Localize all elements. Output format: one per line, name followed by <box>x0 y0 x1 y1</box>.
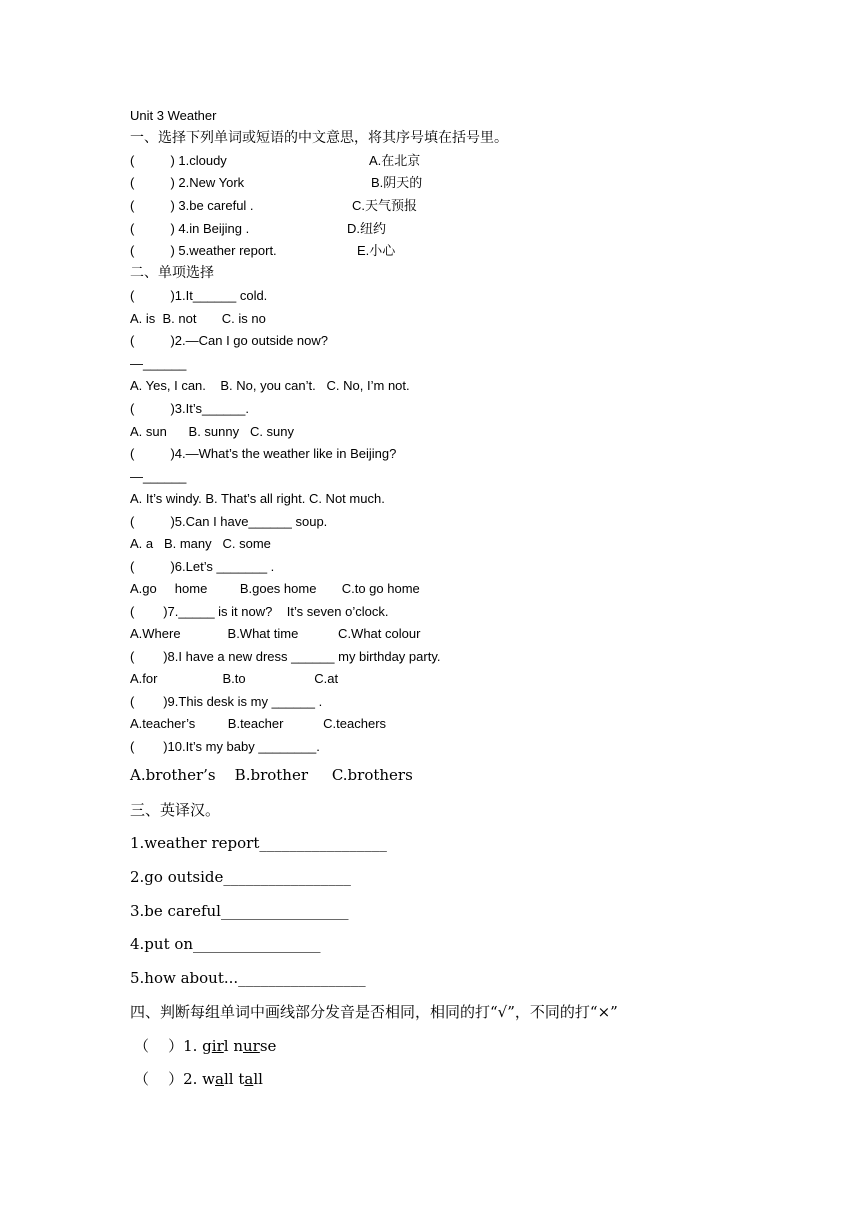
s3-item-1: 1.weather report_________________ <box>130 834 387 852</box>
s1-answer-D: D.纽约 <box>347 221 387 236</box>
s2-line: A. It’s windy. B. That’s all right. C. Not much. <box>130 491 385 506</box>
s2-line: ( )10.It’s my baby ________. <box>130 739 320 754</box>
s3-item-5: 5.how about..._________________ <box>130 969 366 987</box>
s2-line: —______ <box>130 356 187 371</box>
section2-heading: 二、单项选择 <box>130 265 214 281</box>
s2-line: ( )1.It______ cold. <box>130 288 268 303</box>
s2-line: ( )6.Let’s _______ . <box>130 559 275 574</box>
s1-answer-A: A.在北京 <box>369 153 421 168</box>
s2-line: ( )8.I have a new dress ______ my birthday party. <box>130 649 441 664</box>
underlined-part: ir <box>211 1037 224 1055</box>
underlined-part: ur <box>243 1037 260 1055</box>
s2-line: A.teacher’s B.teacher C.teachers <box>130 716 387 731</box>
s1-answer-C: C.天气预报 <box>352 198 418 213</box>
s2-line: A. is B. not C. is no <box>130 311 266 326</box>
s2-line: ( )5.Can I have______ soup. <box>130 514 328 529</box>
s2-line: —______ <box>130 469 187 484</box>
s2-line: A. a B. many C. some <box>130 536 271 551</box>
section1-heading: 一、选择下列单词或短语的中文意思，将其序号填在括号里。 <box>130 130 508 146</box>
s1-answer-E: E.小心 <box>357 243 396 258</box>
s2-line: ( )9.This desk is my ______ . <box>130 694 323 709</box>
s3-item-2: 2.go outside_________________ <box>130 868 351 886</box>
s1-question-1: ( ) 1.cloudy <box>130 153 227 168</box>
s2-line: A.go home B.goes home C.to go home <box>130 581 420 596</box>
s2-line: A. Yes, I can. B. No, you can’t. C. No, I’m not. <box>130 378 410 393</box>
s3-item-4: 4.put on_________________ <box>130 935 321 953</box>
underlined-part: a <box>244 1070 254 1088</box>
s2-line: ( )7._____ is it now? It’s seven o’clock. <box>130 604 389 619</box>
s1-answer-B: B.阴天的 <box>371 175 423 190</box>
s1-question-4: ( ) 4.in Beijing . <box>130 221 250 236</box>
s2-line: ( )2.—Can I go outside now? <box>130 333 328 348</box>
s3-item-3: 3.be careful_________________ <box>130 902 349 920</box>
s2-line: A.Where B.What time C.What colour <box>130 626 421 641</box>
section3-heading: 三、英译汉。 <box>130 801 221 819</box>
unit-title: Unit 3 Weather <box>130 108 217 123</box>
s4-item-2: （ ）2. wall tall <box>134 1070 263 1088</box>
section4-heading: 四、判断每组单词中画线部分发音是否相同，相同的打“√”，不同的打“×” <box>130 1003 618 1021</box>
underlined-part: a <box>215 1070 224 1088</box>
s2-q10-options: A.brother’s B.brother C.brothers <box>130 766 413 784</box>
s2-line: ( )3.It’s______. <box>130 401 249 416</box>
s2-line: ( )4.—What’s the weather like in Beijing? <box>130 446 397 461</box>
s2-line: A.for B.to C.at <box>130 671 339 686</box>
s4-item-1: （ ）1. girl nurse <box>134 1037 277 1055</box>
s1-question-3: ( ) 3.be careful . <box>130 198 254 213</box>
s2-line: A. sun B. sunny C. suny <box>130 424 295 439</box>
s1-question-2: ( ) 2.New York <box>130 175 245 190</box>
s1-question-5: ( ) 5.weather report. <box>130 243 277 258</box>
